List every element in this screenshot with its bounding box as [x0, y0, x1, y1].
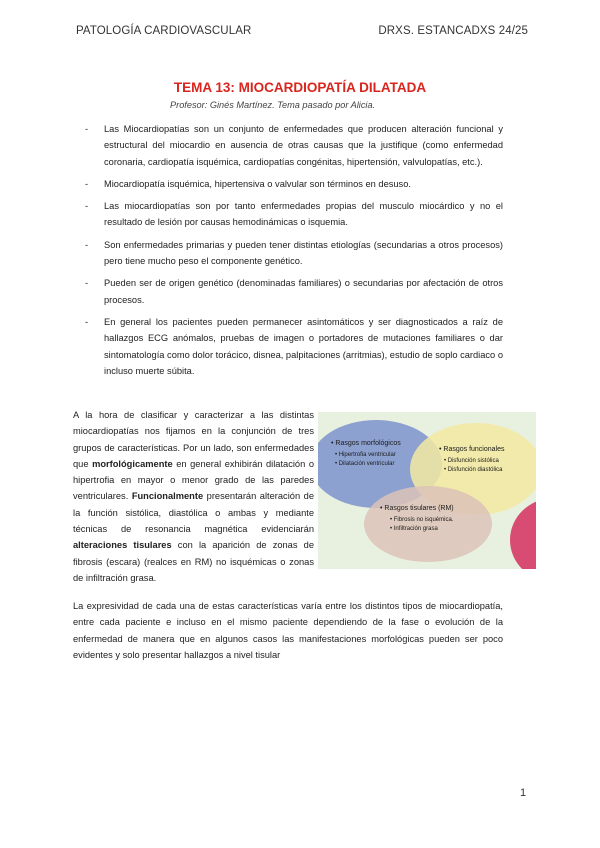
bullet-text: Las miocardiopatías son por tanto enfermedades propias del musculo miocárdico y no el resultado de lesión por causas hemodinámicas o isquemia.: [104, 201, 503, 228]
list-item: [85, 275, 503, 308]
morph-title-label: • Rasgos morfológicos: [331, 440, 401, 447]
venn-svg: [318, 412, 536, 569]
func-item-2: • Disfunción diastólica: [444, 467, 503, 473]
list-item: [85, 237, 503, 270]
para-text: en general exhibirán dilatación o hipertrofia en mayor o menor grado de las paredes ventriculares.: [73, 458, 314, 502]
bullet-text: Miocardiopatía isquémica, hipertensiva o valvular son términos en desuso.: [104, 178, 411, 189]
list-item: [85, 121, 503, 170]
expressivity-paragraph: La expresividad de cada una de estas características varía entre los distintos tipos de miocardiopatía, entre cada paciente e incluso en el mismo paciente dependiendo de la fase o evolución de la enfermedad de manera que en algunos casos las manifestaciones morfológicas pueden ser poco evidentes y solo presentar hallazgos a nivel tisular: [73, 601, 503, 660]
bullet-text: Son enfermedades primarias y pueden tener distintas etiologías (secundarias a otros procesos) pero tiene mucho peso el componente genético.: [104, 239, 503, 267]
classification-paragraph: [73, 407, 314, 586]
header-group: DRXS. ESTANCADXS 24/25: [378, 25, 528, 37]
list-item: [85, 314, 503, 379]
tissue-item-1: • Fibrosis no isquémica.: [390, 517, 454, 523]
tissue-title-label: • Rasgos tisulares (RM): [380, 505, 454, 512]
page-number: 1: [520, 787, 527, 799]
bullet-dash: -: [85, 178, 89, 189]
bullet-list: [85, 121, 503, 385]
func-title-label: • Rasgos funcionales: [439, 446, 505, 453]
para-bold-function: Funcionalmente: [131, 491, 204, 502]
para-bold-tissue: alteraciones tisulares: [73, 540, 172, 551]
bullet-dash: -: [85, 201, 89, 212]
func-item-1: • Disfunción sistólica: [444, 458, 499, 464]
list-item: [85, 198, 503, 231]
header-course: PATOLOGÍA CARDIOVASCULAR: [76, 25, 252, 37]
list-item: [85, 176, 503, 192]
bullet-text: Las Miocardiopatías son un conjunto de enfermedades que producen alteración funcional y estructural del miocardio en ausencia de otras causas que la justifique (como enfermedad coronaria, cardiopatía isquémica, cardiopatías congénitas, hipertensión, valvulopatías, etc.).: [104, 124, 503, 167]
tissue-item-2: • Infiltración grasa: [390, 526, 438, 532]
bullet-dash: -: [85, 316, 89, 327]
bullet-dash: -: [85, 278, 89, 289]
para-text: A la hora de clasificar y caracterizar a las distintas miocardiopatías nos fijamos en la conjunción de tres grupos de características. Por un lado, son enfermedades que: [73, 410, 314, 469]
para-bold-morphology: morfológicamente: [92, 458, 173, 469]
morph-item-1: • Hipertrofia ventricular: [335, 452, 396, 458]
bullet-dash: -: [85, 124, 89, 134]
bullet-dash: -: [85, 239, 89, 250]
page-title: TEMA 13: MIOCARDIOPATÍA DILATADA: [173, 80, 427, 95]
bullet-text: En general los pacientes pueden permanecer asintomáticos y ser diagnosticados a raíz de hallazgos ECG anómalos, pruebas de imagen o portadores de mutaciones familiares o dar sintomatología como dolor torácico, disnea, palpitaciones (arritmias), estudio de soplo cardiaco o incluso muerte súbita.: [104, 316, 503, 376]
morph-item-2: • Dilatación ventricular: [335, 461, 395, 467]
para-text: con la aparición de zonas de fibrosis (escara) (realces en RM) no isquémicas o zonas de infiltración grasa.: [73, 540, 314, 583]
bullet-text: Pueden ser de origen genético (denominadas familiares) o secundarias por afectación de otros procesos.: [104, 278, 503, 305]
features-venn-diagram: [318, 412, 536, 569]
tissue-circle: [364, 486, 492, 562]
para-text: presentarán alteración de la función sistólica, diastólica o ambas y mediante técnicas de resonancia magnética evidenciarán: [73, 491, 314, 535]
page-subtitle: Profesor: Ginés Martínez. Tema pasado por Alicia.: [170, 100, 376, 110]
